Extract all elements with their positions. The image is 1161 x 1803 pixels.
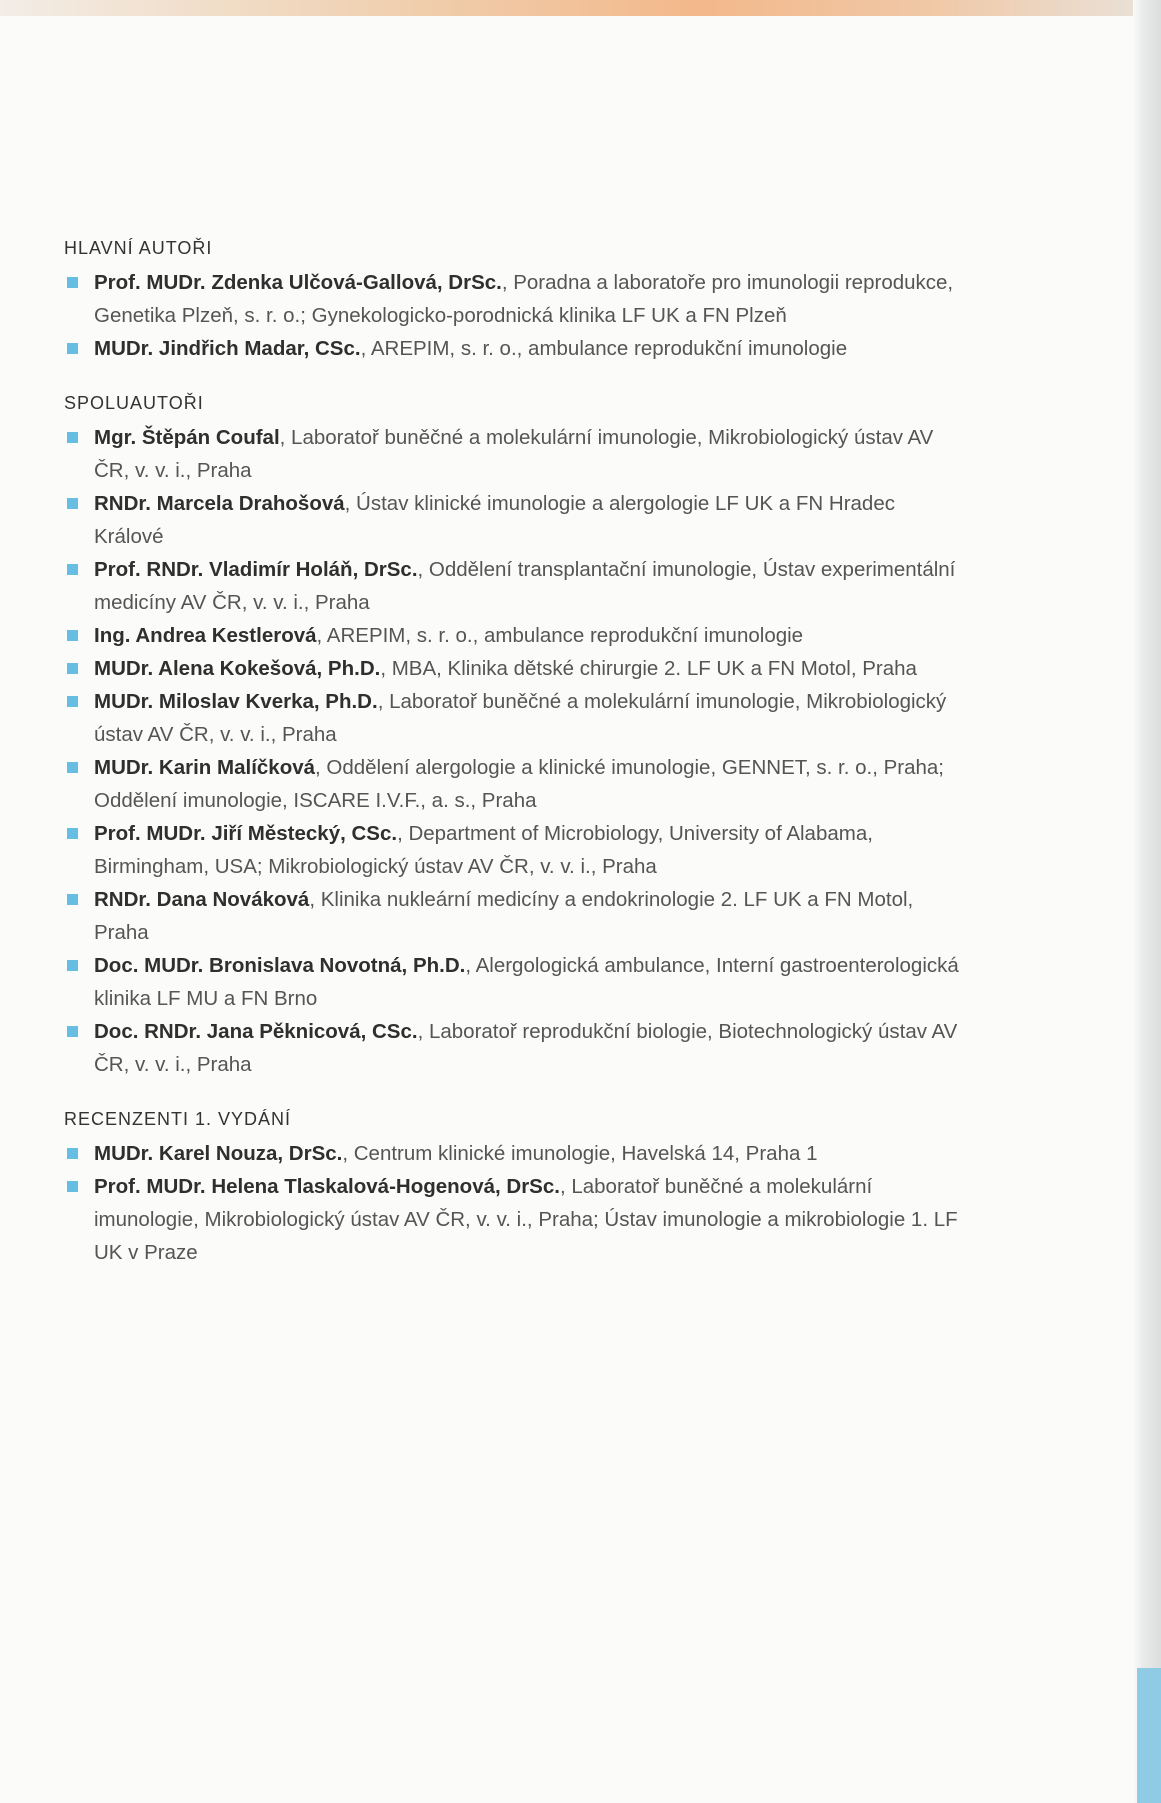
author-affiliation: , Laboratoř reprodukční biologie, Biotechnologický ústav AV ČR, v. v. i., Praha <box>94 1020 958 1076</box>
list-item <box>64 266 964 332</box>
list-item <box>64 883 964 949</box>
list-item <box>64 949 964 1015</box>
author-name: MUDr. Jindřich Madar, CSc. <box>94 337 361 360</box>
author-affiliation: , Department of Microbiology, University of Alabama, Birmingham, USA; Mikrobiologický ústav AV ČR, v. v. i., Praha <box>94 822 873 878</box>
square-bullet-icon <box>67 343 78 354</box>
square-bullet-icon <box>67 960 78 971</box>
author-name: MUDr. Miloslav Kverka, Ph.D. <box>94 690 378 713</box>
section-main-authors <box>64 236 964 365</box>
square-bullet-icon <box>67 1148 78 1159</box>
list-item <box>64 332 964 365</box>
list-item <box>64 817 964 883</box>
author-affiliation: , AREPIM, s. r. o., ambulance reprodukční imunologie <box>316 624 804 647</box>
list-item <box>64 685 964 751</box>
square-bullet-icon <box>67 630 78 641</box>
author-affiliation: , Laboratoř buněčné a molekulární imunologie, Mikrobiologický ústav AV ČR, v. v. i., Praha <box>94 690 947 746</box>
author-name: Doc. MUDr. Bronislava Novotná, Ph.D. <box>94 954 466 977</box>
list-item <box>64 1015 964 1081</box>
section-coauthors <box>64 391 964 1081</box>
list-item <box>64 553 964 619</box>
square-bullet-icon <box>67 277 78 288</box>
square-bullet-icon <box>67 894 78 905</box>
author-list <box>64 236 964 1295</box>
list-item <box>64 751 964 817</box>
author-affiliation: , Poradna a laboratoře pro imunologii reprodukce, Genetika Plzeň, s. r. o.; Gynekologicko-porodnická klinika LF UK a FN Plzeň <box>94 271 954 327</box>
author-name: Prof. MUDr. Jiří Městecký, CSc. <box>94 822 398 845</box>
square-bullet-icon <box>67 663 78 674</box>
author-name: Doc. RNDr. Jana Pěknicová, CSc. <box>94 1020 418 1043</box>
author-affiliation: , AREPIM, s. r. o., ambulance reprodukční imunologie <box>360 337 848 360</box>
author-name: Prof. RNDr. Vladimír Holáň, DrSc. <box>94 558 418 581</box>
section-title: SPOLUAUTOŘI <box>64 393 204 413</box>
list-item <box>64 619 964 652</box>
author-affiliation: , Centrum klinické imunologie, Havelská 14, Praha 1 <box>342 1142 818 1165</box>
author-name: Mgr. Štěpán Coufal <box>94 426 280 449</box>
list-item <box>64 487 964 553</box>
author-name: MUDr. Karin Malíčková <box>94 756 316 779</box>
author-name: MUDr. Karel Nouza, DrSc. <box>94 1142 343 1165</box>
author-affiliation: , Laboratoř buněčné a molekulární imunologie, Mikrobiologický ústav AV ČR, v. v. i., Praha; Ústav imunologie a mikrobiologie 1. LF UK v Praze <box>94 1175 958 1264</box>
author-affiliation: , Oddělení alergologie a klinické imunologie, GENNET, s. r. o., Praha; Oddělení imunologie, ISCARE I.V.F., a. s., Praha <box>94 756 944 812</box>
section-reviewers <box>64 1107 964 1269</box>
author-affiliation: , Klinika nukleární medicíny a endokrinologie 2. LF UK a FN Motol, Praha <box>94 888 914 944</box>
square-bullet-icon <box>67 696 78 707</box>
square-bullet-icon <box>67 762 78 773</box>
author-affiliation: , Ústav klinické imunologie a alergologie LF UK a FN Hradec Králové <box>94 492 895 548</box>
author-name: Ing. Andrea Kestlerová <box>94 624 317 647</box>
author-affiliation: , Oddělení transplantační imunologie, Ústav experimentální medicíny AV ČR, v. v. i., Praha <box>94 558 956 614</box>
author-name: Prof. MUDr. Helena Tlaskalová-Hogenová, DrSc. <box>94 1175 560 1198</box>
list-item <box>64 652 964 685</box>
square-bullet-icon <box>67 1181 78 1192</box>
author-affiliation: , MBA, Klinika dětské chirurgie 2. LF UK a FN Motol, Praha <box>380 657 917 680</box>
square-bullet-icon <box>67 432 78 443</box>
list-item <box>64 421 964 487</box>
page-edge-shadow <box>1133 0 1161 1803</box>
list-item <box>64 1170 964 1269</box>
square-bullet-icon <box>67 828 78 839</box>
section-title: HLAVNÍ AUTOŘI <box>64 238 213 258</box>
author-affiliation: , Alergologická ambulance, Interní gastroenterologická klinika LF MU a FN Brno <box>94 954 959 1010</box>
author-name: MUDr. Alena Kokešová, Ph.D. <box>94 657 381 680</box>
square-bullet-icon <box>67 564 78 575</box>
author-name: Prof. MUDr. Zdenka Ulčová-Gallová, DrSc. <box>94 271 502 294</box>
author-affiliation: , Laboratoř buněčné a molekulární imunologie, Mikrobiologický ústav AV ČR, v. v. i., Praha <box>94 426 934 482</box>
author-name: RNDr. Dana Nováková <box>94 888 310 911</box>
list-item <box>64 1137 964 1170</box>
author-name: RNDr. Marcela Drahošová <box>94 492 345 515</box>
square-bullet-icon <box>67 498 78 509</box>
square-bullet-icon <box>67 1026 78 1037</box>
section-title: RECENZENTI 1. VYDÁNÍ <box>64 1109 292 1129</box>
top-color-band <box>0 0 1161 16</box>
chapter-edge-tab <box>1137 1668 1161 1803</box>
